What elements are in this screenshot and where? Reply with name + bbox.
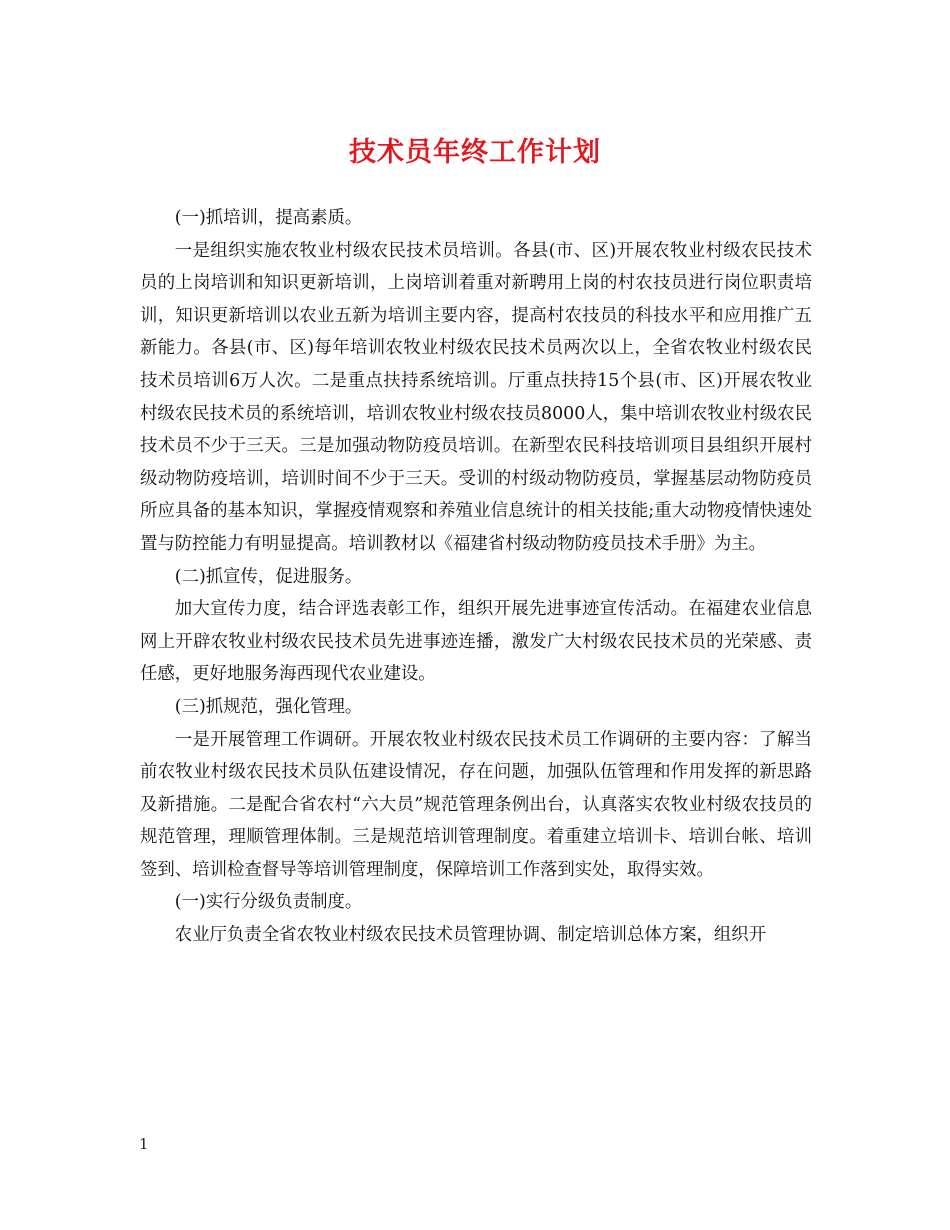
document-body bbox=[140, 202, 812, 952]
paragraph-responsibility-details: 农业厅负责全省农牧业村级农民技术员管理协调、制定培训总体方案，组织开 bbox=[174, 925, 767, 946]
section-heading-responsibility: (一)实行分级负责制度。 bbox=[174, 892, 363, 913]
paragraph-management-details: 一是开展管理工作调研。开展农牧业村级农民技术员工作调研的主要内容：了解当前农牧业村级农民技术员队伍建设情况，存在问题，加强队伍管理和作用发挥的新思路及新措施。二是配合省农村“六大员”规范管理条例出台，认真落实农牧业村级农技员的规范管理，理顺管理体制。三是规范培训管理制度。着重建立培训卡、培训台帐、培训签到、培训检查督导等培训管理制度，保障培训工作落到实处，取得实效。 bbox=[140, 729, 812, 880]
document-title: 技术员年终工作计划 bbox=[349, 137, 601, 168]
paragraph-training-details: 一是组织实施农牧业村级农民技术员培训。各县(市、区)开展农牧业村级农民技术员的上岗培训和知识更新培训，上岗培训着重对新聘用上岗的村农技员进行岗位职责培训，知识更新培训以农业五新为培训主要内容，提高村农技员的科技水平和应用推广五新能力。各县(市、区)每年培训农牧业村级农民技术员两次以上，全省农牧业村级农民技术员培训6万人次。二是重点扶持系统培训。厅重点扶持15个县(市、区)开展农牧业村级农民技术员的系统培训，培训农牧业村级农技员8000人，集中培训农牧业村级农民技术员不少于三天。三是加强动物防疫员培训。在新型农民科技培训项目县组织开展村级动物防疫培训，培训时间不少于三天。受训的村级动物防疫员，掌握基层动物防疫员所应具备的基本知识，掌握疫情观察和养殖业信息统计的相关技能;重大动物疫情快速处置与防控能力有明显提高。培训教材以《福建省村级动物防疫员技术手册》为主。 bbox=[140, 240, 812, 554]
section-heading-publicity: (二)抓宣传，促进服务。 bbox=[174, 566, 363, 587]
section-heading-management: (三)抓规范，强化管理。 bbox=[174, 696, 363, 717]
section-heading-training: (一)抓培训，提高素质。 bbox=[174, 208, 363, 228]
paragraph-publicity-details: 加大宣传力度，结合评选表彰工作，组织开展先进事迹宣传活动。在福建农业信息网上开辟农牧业村级农民技术员先进事迹连播，激发广大村级农民技术员的光荣感、责任感，更好地服务海西现代农业建设。 bbox=[140, 599, 812, 685]
page-number: 1 bbox=[139, 1135, 149, 1153]
